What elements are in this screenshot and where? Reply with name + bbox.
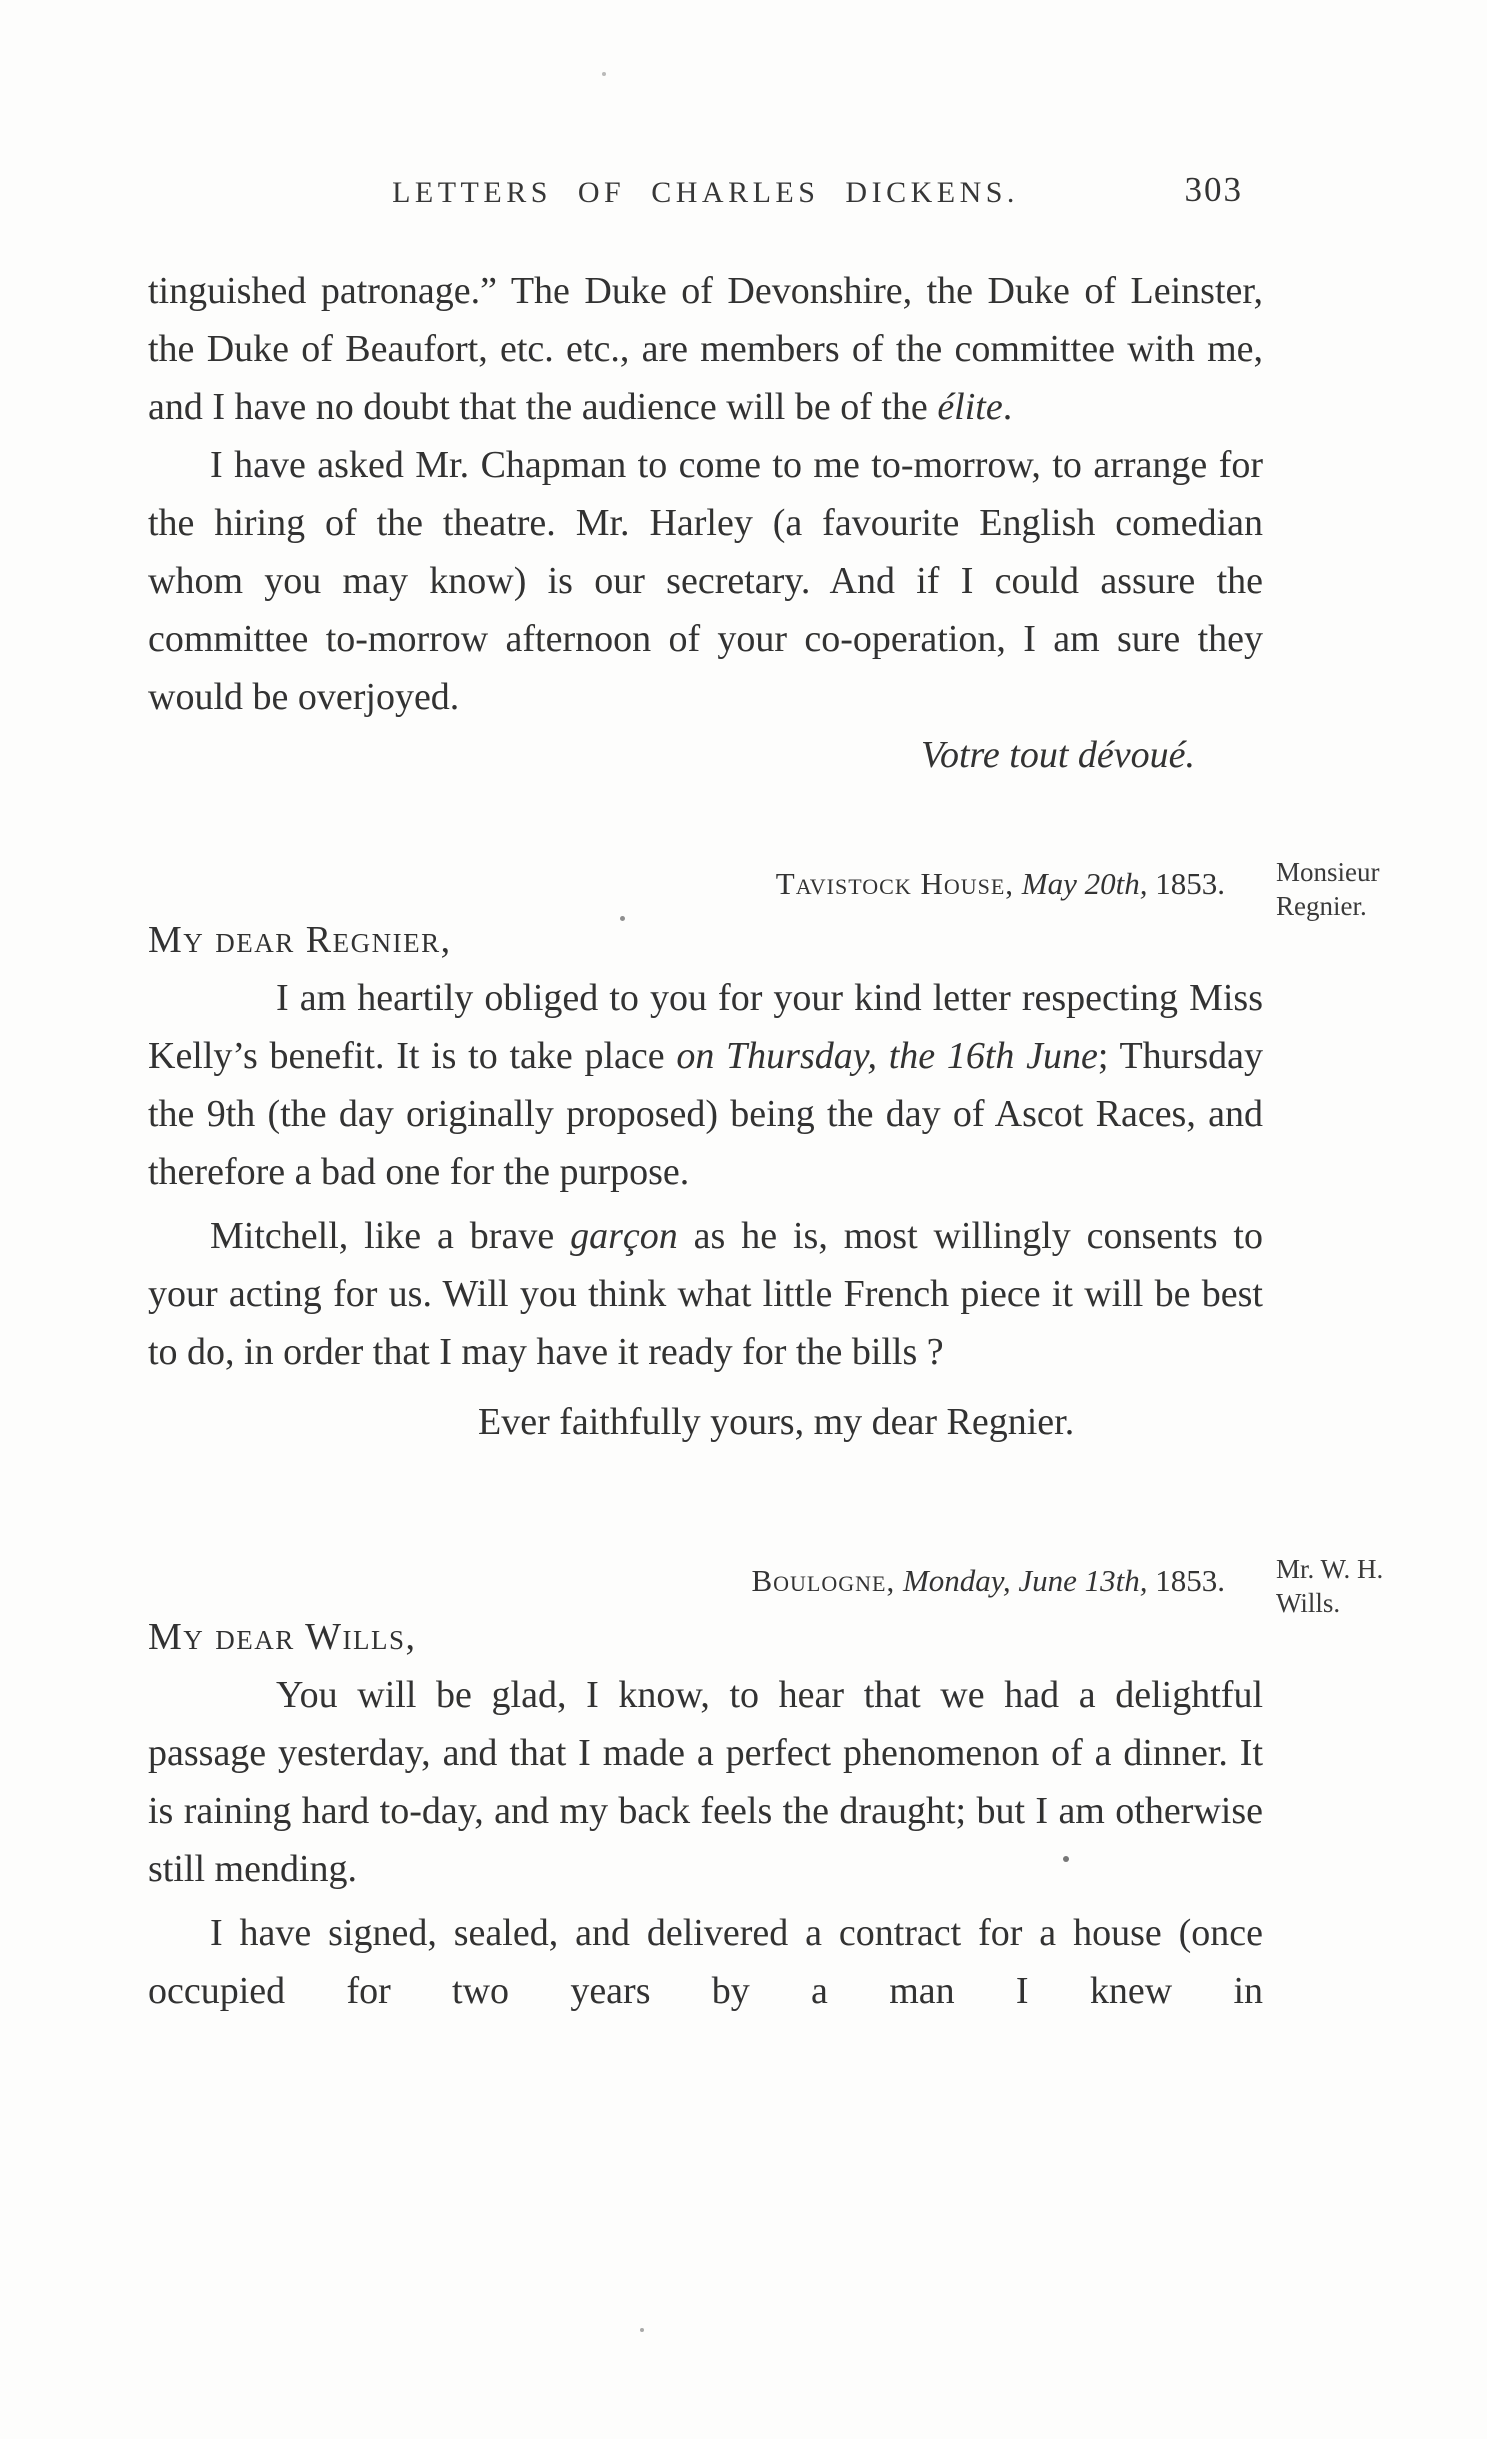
text-column bbox=[148, 262, 1384, 2020]
paragraph-text: . bbox=[1002, 386, 1013, 428]
paragraph: I have signed, sealed, and delivered a contract for a house (once occupied for two years by a man I knew in bbox=[148, 1912, 1263, 2012]
letter-closing: Ever faithfully yours, my dear Regnier. bbox=[478, 1401, 1075, 1443]
paragraph-text: tinguished patronage.” The Duke of Devonshire, the Duke of Leinster, the Duke of Beaufort, etc. etc., are members of the committee with me, and I have no doubt that the audience will be of the bbox=[148, 270, 1263, 428]
paragraph-text: as he is, most willingly consents to your acting for us. Will you think what little French piece it will be best to do, in order that I may have it ready for the bills ? bbox=[148, 1215, 1263, 1373]
scan-speckle bbox=[640, 2328, 644, 2332]
scan-speckle bbox=[620, 916, 625, 921]
margin-note-line: Monsieur bbox=[1276, 857, 1380, 887]
paragraph: You will be glad, I know, to hear that we had a delightful passage yesterday, and that I made a perfect phenomenon of a dinner. It is raining hard to-day, and my back feels the draught; but I am otherwise still mending. bbox=[148, 1674, 1263, 1890]
margin-note-line: Mr. W. H. bbox=[1276, 1554, 1384, 1584]
letter-dateline bbox=[148, 859, 1263, 909]
italic-phrase: garçon bbox=[570, 1215, 678, 1257]
paragraph-text: I am heartily obliged to you for your kind letter respecting Miss Kelly’s benefit. It is to take place bbox=[148, 977, 1263, 1077]
paragraph-text: ; Thursday the 9th (the day originally proposed) being the day of Ascot Races, and therefore a bad one for the purpose. bbox=[148, 1035, 1263, 1193]
margin-note-line: Wills. bbox=[1276, 1588, 1341, 1618]
italic-phrase: élite bbox=[937, 386, 1003, 428]
paragraph-continuation bbox=[148, 262, 1263, 436]
letter-to-regnier bbox=[148, 857, 1380, 1451]
italic-phrase: on Thursday, the 16th June bbox=[676, 1035, 1098, 1077]
paragraph bbox=[148, 1207, 1263, 1381]
running-header-title: LETTERS OF CHARLES DICKENS. bbox=[392, 176, 1019, 209]
margin-note-line: Regnier. bbox=[1276, 891, 1367, 921]
dateline-year: 1853. bbox=[1155, 1563, 1225, 1598]
margin-note-regnier bbox=[1276, 855, 1487, 923]
dateline-place: Boulogne, bbox=[751, 1563, 896, 1598]
paragraph-text: Mitchell, like a brave bbox=[210, 1215, 571, 1257]
margin-note-wills bbox=[1276, 1552, 1487, 1620]
letter-salutation: My dear Regnier, bbox=[148, 919, 452, 961]
letter-signoff-french: Votre tout dévoué. bbox=[920, 734, 1195, 776]
scan-speckle bbox=[1063, 1856, 1069, 1862]
dateline-date: Monday, June 13th, bbox=[902, 1563, 1148, 1598]
dateline-place: Tavistock House, bbox=[775, 866, 1015, 901]
dateline-date: May 20th, bbox=[1021, 866, 1148, 901]
paragraph: I have asked Mr. Chapman to come to me to-morrow, to arrange for the hiring of the theatre. Mr. Harley (a favourite English comedian whom you may know) is our secretary. And if I could assure the committee to-morrow afternoon of your co-operation, I am sure they would be overjoyed. bbox=[148, 444, 1263, 718]
letter-to-wills bbox=[148, 1554, 1384, 2020]
letter-salutation: My dear Wills, bbox=[148, 1616, 417, 1658]
paragraph bbox=[148, 969, 1263, 1201]
running-header bbox=[148, 170, 1263, 226]
scan-speckle bbox=[602, 72, 606, 76]
letter-dateline bbox=[148, 1556, 1263, 1606]
dateline-year: 1853. bbox=[1155, 866, 1225, 901]
page-number: 303 bbox=[1184, 170, 1243, 209]
